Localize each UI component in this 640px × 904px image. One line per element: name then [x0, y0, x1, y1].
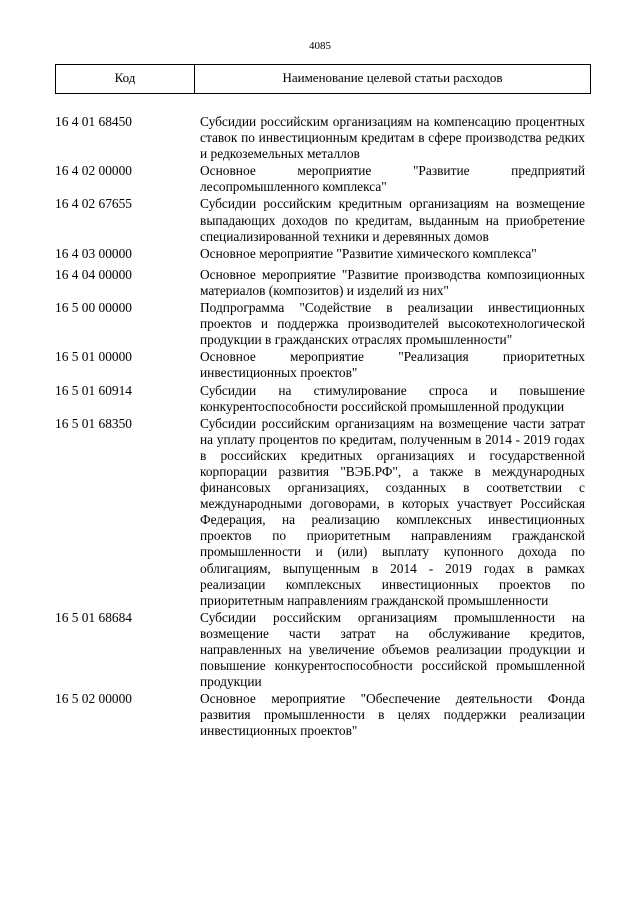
row-name: Основное мероприятие "Развитие производства композиционных материалов (композитов) и изделий из них"	[200, 266, 585, 298]
column-header-name: Наименование целевой статьи расходов	[282, 69, 503, 85]
table-header	[55, 64, 591, 94]
table-row	[55, 196, 591, 244]
row-code: 16 4 03 00000	[55, 245, 132, 261]
row-code: 16 5 01 60914	[55, 382, 132, 398]
table-row	[55, 246, 591, 262]
row-name: Субсидии российским организациям промышленности на возмещение части затрат на обслуживание кредитов, направленных на увеличение объемов реализации продукции и повышение конкурентоспособности российской промышленной продукции	[200, 609, 585, 690]
row-name: Основное мероприятие "Реализация приоритетных инвестиционных проектов"	[200, 349, 585, 381]
row-name: Основное мероприятие "Обеспечение деятельности Фонда развития промышленности в целях поддержки реализации инвестиционных проектов"	[200, 691, 585, 739]
table-row	[55, 416, 591, 609]
table-row	[55, 300, 591, 348]
row-code: 16 4 02 67655	[55, 196, 132, 212]
table-row	[55, 114, 591, 162]
column-header-code: Код	[56, 65, 195, 93]
row-name: Основное мероприятие "Развитие предприятий лесопромышленного комплекса"	[200, 163, 585, 195]
row-code: 16 5 01 00000	[55, 349, 132, 365]
row-name: Субсидии российским организациям на компенсацию процентных ставок по инвестиционным кредитам в сфере производства редких и редкоземельных металлов	[200, 114, 585, 162]
row-name: Субсидии на стимулирование спроса и повышение конкурентоспособности российской промышленной продукции	[200, 382, 585, 414]
table-row	[55, 691, 591, 739]
row-code: 16 5 02 00000	[55, 691, 132, 707]
table-row	[55, 267, 591, 299]
table-row	[55, 163, 591, 195]
row-name: Подпрограмма "Содействие в реализации инвестиционных проектов и поддержка производителей высокотехнологической продукции в гражданских отраслях промышленности"	[200, 300, 585, 348]
page-number: 4085	[309, 40, 331, 52]
row-name: Субсидии российским кредитным организациям на возмещение выпадающих доходов по кредитам, выданным на приобретение специализированной техники и деревянных домов	[200, 196, 585, 244]
row-name: Основное мероприятие "Развитие химического комплекса"	[200, 245, 537, 261]
table-row	[55, 610, 591, 690]
row-code: 16 5 01 68350	[55, 415, 132, 431]
row-code: 16 4 01 68450	[55, 114, 132, 129]
budget-items-list	[55, 114, 591, 741]
row-code: 16 4 04 00000	[55, 266, 132, 282]
table-row	[55, 383, 591, 415]
row-code: 16 4 02 00000	[55, 163, 132, 179]
row-name: Субсидии российским организациям на возмещение части затрат на уплату процентов по кредитам, полученным в 2014 - 2019 годах в российских кредитных организациях и государственной корпорации развития "ВЭБ.РФ", а также в международных финансовых организациях, созданных в соответствии с международными договорами, в которых участвует Российская Федерация, на реализацию комплексных инвестиционных проектов по приоритетным направлениям гражданской промышленности и (или) выплату купонного дохода по облигациям, выпущенным в 2014 - 2019 годах в рамках реализации комплексных инвестиционных проектов по приоритетным направлениям гражданской промышленности	[200, 415, 585, 608]
row-code: 16 5 01 68684	[55, 609, 132, 625]
table-row	[55, 349, 591, 381]
row-code: 16 5 00 00000	[55, 300, 132, 316]
